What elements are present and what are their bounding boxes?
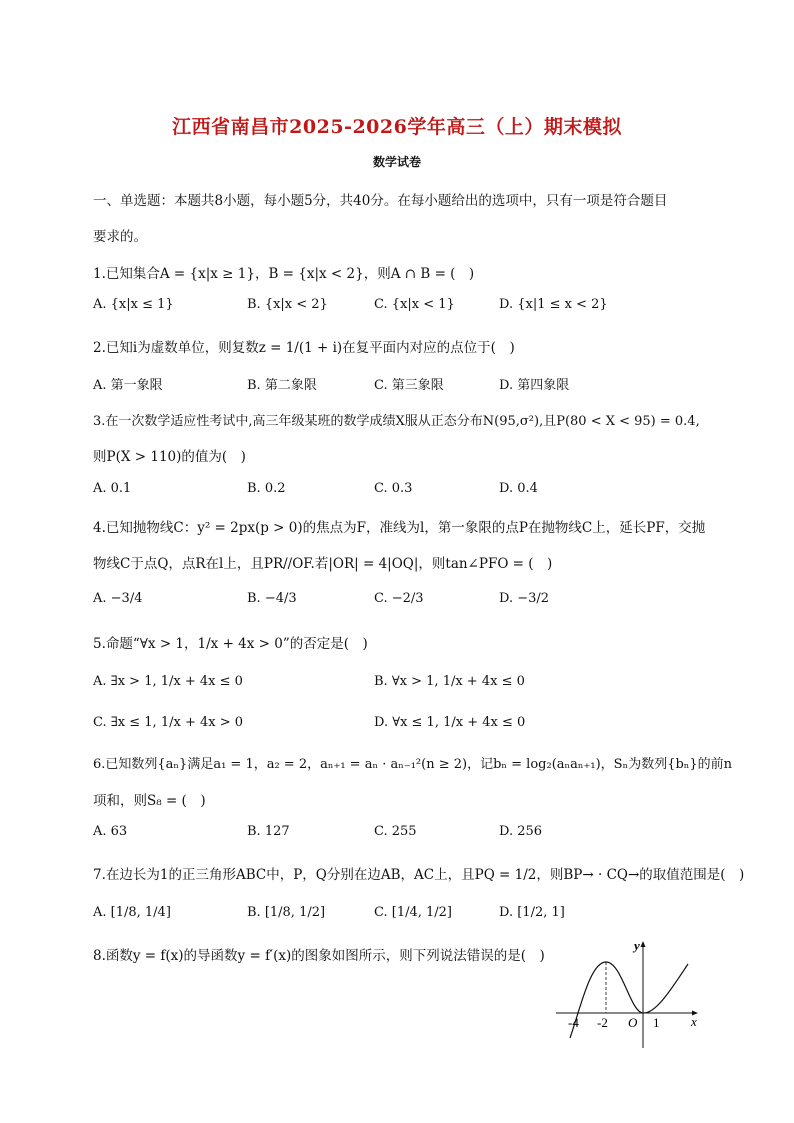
question-4: 4.已知抛物线C：y² = 2px(p > 0)的焦点为F，准线为l，第一象限的点P在抛物线C上，延长PF，交抛 [93, 520, 706, 536]
tick-label-neg2: -2 [597, 1015, 608, 1030]
q5-option-d: D. ∀x ≤ 1, 1/x + 4x ≤ 0 [374, 715, 526, 730]
question-6-cont: 项和，则S₈ = ( ) [93, 793, 206, 809]
x-axis-label: x [691, 1014, 697, 1029]
q5-option-a: A. ∃x > 1, 1/x + 4x ≤ 0 [93, 674, 243, 689]
q4-option-b: B. −4/3 [247, 591, 297, 606]
q7-option-b: B. [1/8, 1/2] [247, 905, 326, 920]
question-5: 5.命题“∀x > 1，1/x + 4x > 0”的否定是( ) [93, 636, 368, 652]
tick-label-1: 1 [653, 1015, 660, 1030]
q4-option-d: D. −3/2 [499, 591, 550, 606]
question-1: 1.已知集合A = {x|x ≥ 1}，B = {x|x < 2}，则A ∩ B = ( ) [93, 266, 475, 282]
q2-option-a: A. 第一象限 [93, 378, 163, 393]
q7-option-c: C. [1/4, 1/2] [374, 905, 452, 920]
q3-option-a: A. 0.1 [93, 481, 132, 496]
q5-option-c: C. ∃x ≤ 1, 1/x + 4x > 0 [93, 715, 243, 730]
q4-option-c: C. −2/3 [374, 591, 424, 606]
q2-option-d: D. 第四象限 [499, 378, 570, 393]
question-2: 2.已知i为虚数单位，则复数z = 1/(1 + i)在复平面内对应的点位于( ) [93, 340, 515, 356]
q1-option-b: B. {x|x < 2} [247, 297, 328, 312]
q6-option-a: A. 63 [93, 824, 128, 839]
q7-option-d: D. [1/2, 1] [499, 905, 565, 920]
section-instructions: 一、单选题：本题共8小题，每小题5分，共40分。在每小题给出的选项中，只有一项是符合题目 [93, 193, 668, 209]
q3-option-d: D. 0.4 [499, 481, 538, 496]
question-3: 3.在一次数学适应性考试中,高三年级某班的数学成绩X服从正态分布N(95,σ²),且P(80 < X < 95) = 0.4, [93, 414, 700, 429]
q1-option-d: D. {x|1 ≤ x < 2} [499, 297, 608, 312]
q6-option-b: B. 127 [247, 824, 290, 839]
origin-label: O [628, 1015, 638, 1030]
question-8: 8.函数y = f(x)的导函数y = f′(x)的图象如图所示，则下列说法错误的是( ) [93, 948, 545, 964]
section-instructions-cont: 要求的。 [93, 229, 147, 245]
q5-option-b: B. ∀x > 1, 1/x + 4x ≤ 0 [374, 674, 525, 689]
y-axis-arrow-icon [641, 941, 646, 947]
q2-option-b: B. 第二象限 [247, 378, 317, 393]
q6-option-d: D. 256 [499, 824, 543, 839]
page-title: 江西省南昌市2025-2026学年高三（上）期末模拟 [172, 116, 622, 138]
q6-option-c: C. 255 [374, 824, 417, 839]
y-axis-label: y [634, 938, 640, 953]
q1-option-a: A. {x|x ≤ 1} [93, 297, 174, 312]
q4-option-a: A. −3/4 [93, 591, 143, 606]
q2-option-c: C. 第三象限 [374, 378, 444, 393]
question-3-cont: 则P(X > 110)的值为( ) [93, 449, 246, 465]
q3-option-b: B. 0.2 [247, 481, 286, 496]
question-4-cont: 物线C于点Q，点R在l上，且PR//OF.若|OR| = 4|OQ|，则tan∠PFO = ( ) [93, 556, 553, 572]
tick-label-neg4: -4 [568, 1015, 579, 1030]
derivative-graph-figure [552, 930, 702, 1050]
page-subtitle: 数学试卷 [372, 155, 421, 169]
q7-option-a: A. [1/8, 1/4] [93, 905, 171, 920]
q3-option-c: C. 0.3 [374, 481, 413, 496]
question-6: 6.已知数列{aₙ}满足a₁ = 1，a₂ = 2，aₙ₊₁ = aₙ · aₙ₋₁²(n ≥ 2)，记bₙ = log₂(aₙaₙ₊₁)，Sₙ为数列{bₙ}的前n [93, 757, 733, 772]
question-7: 7.在边长为1的正三角形ABC中，P，Q分别在边AB，AC上，且PQ = 1/2，则BP→ · CQ→的取值范围是( ) [93, 867, 745, 883]
q1-option-c: C. {x|x < 1} [374, 297, 455, 312]
